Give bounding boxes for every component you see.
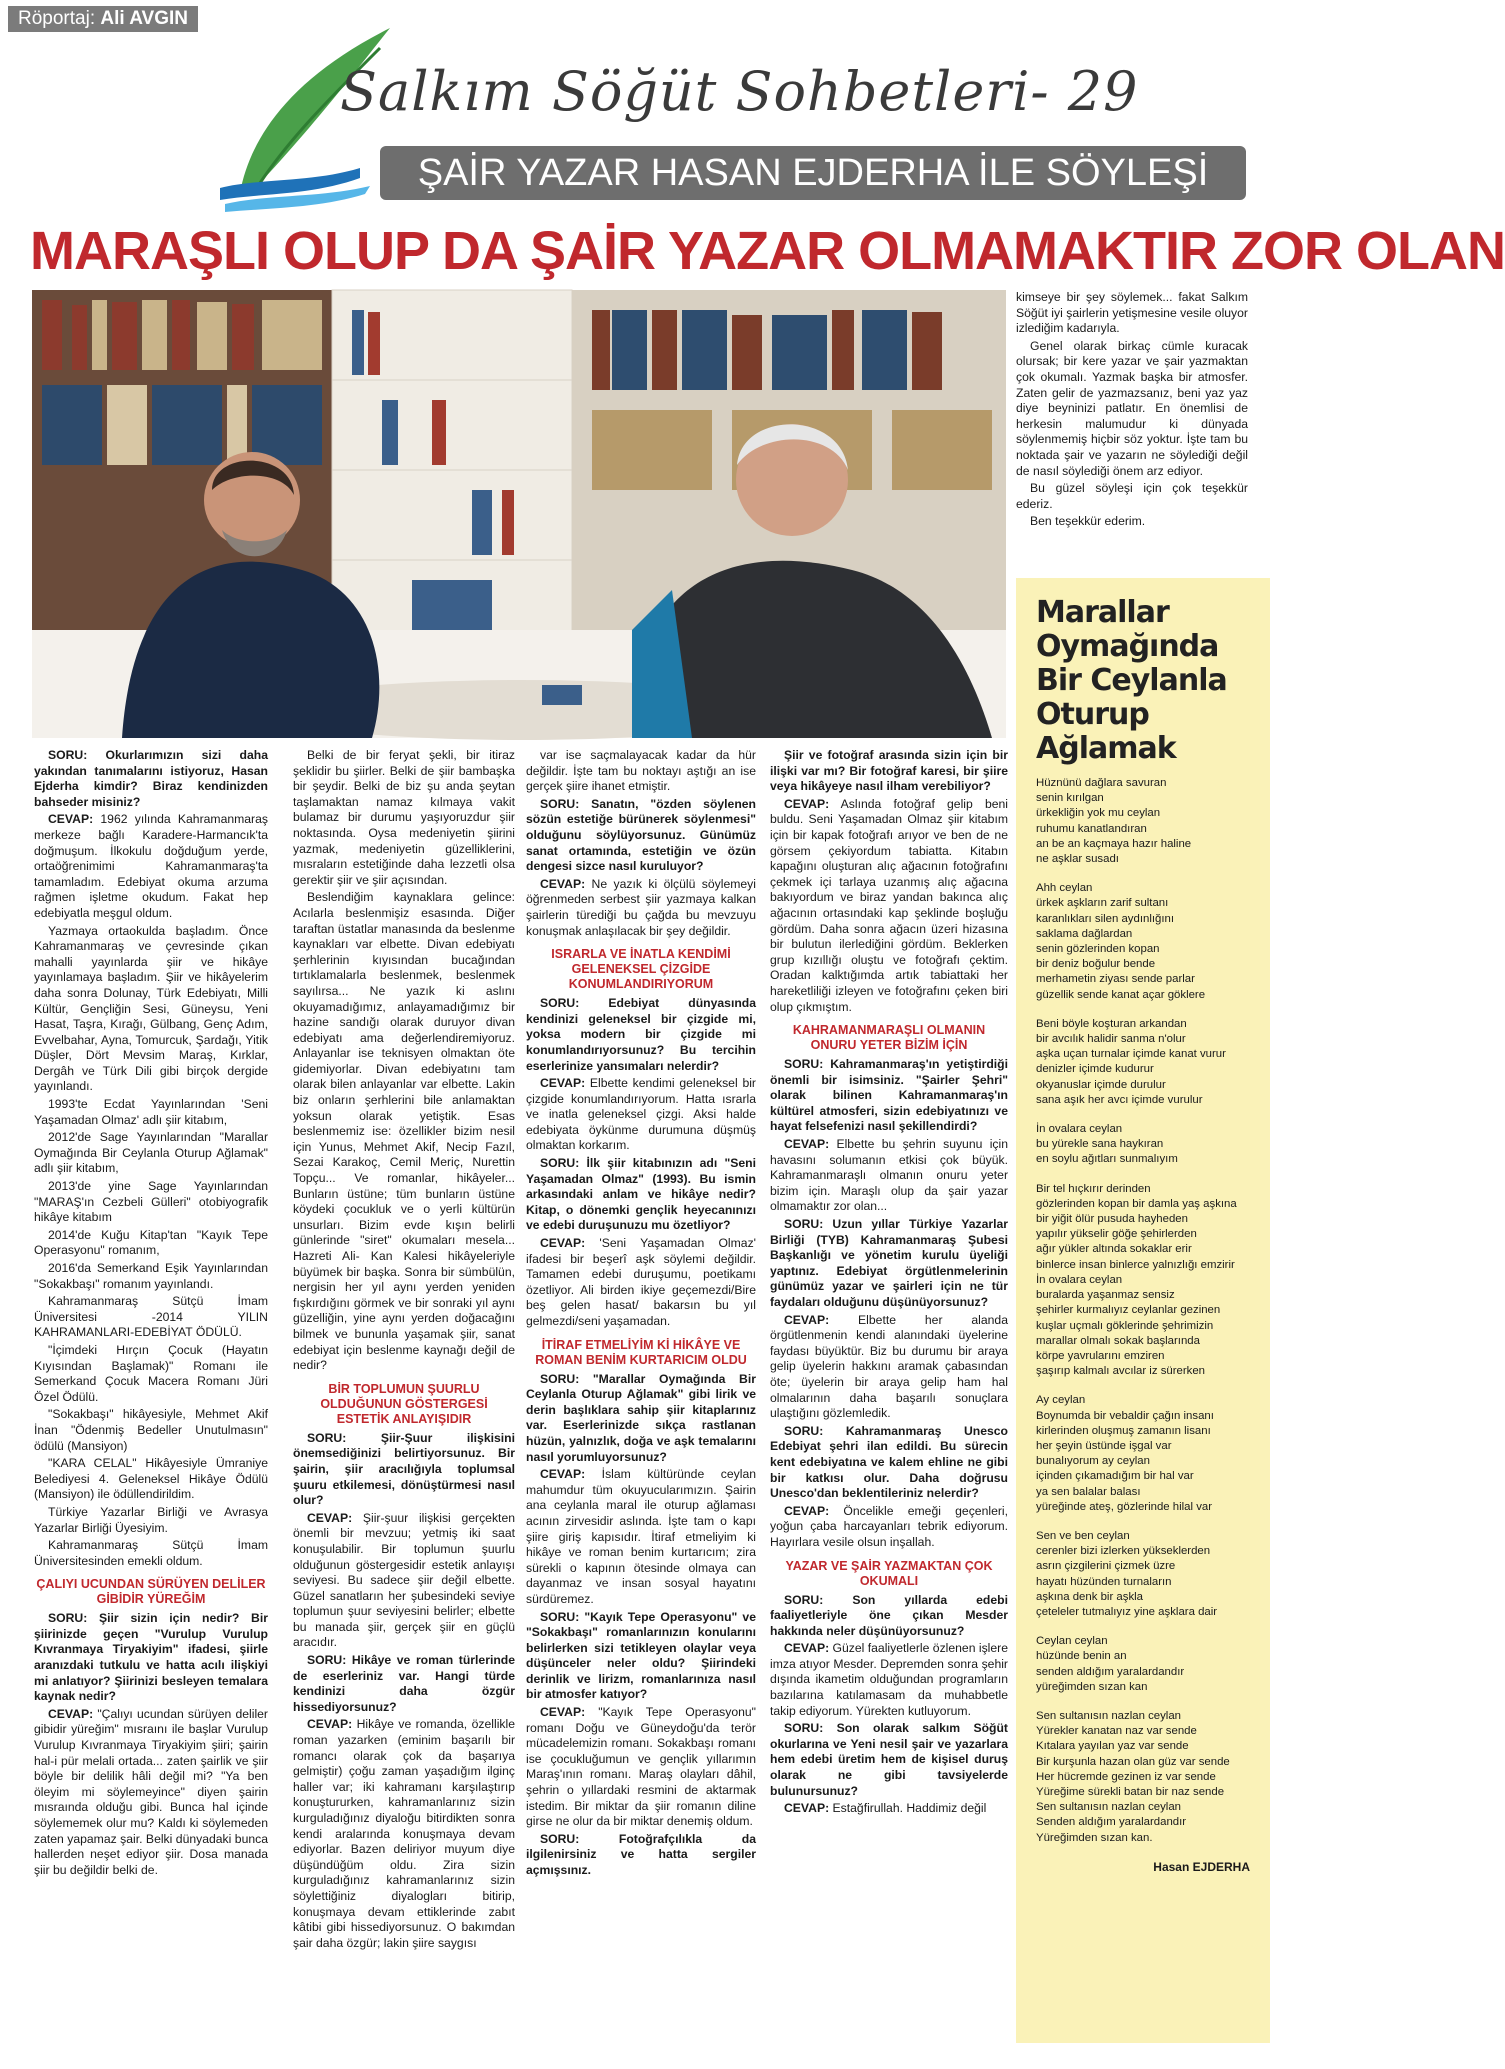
section-heading: BİR TOPLUMUN ŞUURLU OLDUĞUNUN GÖSTERGESİ ESTETİK ANLAYIŞIDIR — [320, 1381, 488, 1426]
paragraph: 1993'te Ecdat Yayınlarından 'Seni Yaşamadan Olmaz' adlı şiir kitabım, — [34, 1097, 268, 1127]
answer-paragraph — [293, 1511, 515, 1651]
poem-line: an be an kaçmaya hazır haline — [1036, 837, 1192, 850]
answer-label: CEVAP: — [48, 812, 94, 827]
answer-paragraph — [770, 1313, 1008, 1422]
answer-label: CEVAP: — [784, 1312, 830, 1327]
answer-label: CEVAP: — [48, 1706, 94, 1721]
poem-stanza — [1036, 1182, 1270, 1380]
poem-stanza — [1036, 1393, 1270, 1515]
paragraph: "İçimdeki Hırçın Çocuk (Hayatın Kıyısından Başlamak)" Romanı ile Semerkand Çocuk Macera Romanı Jüri Özel Ödülü. — [34, 1342, 268, 1404]
headline: MARAŞLI OLUP DA ŞAİR YAZAR OLMAMAKTIR ZOR OLAN — [30, 221, 1505, 281]
poem-line: Bir kurşunla hazan olan güz var sende — [1036, 1755, 1230, 1768]
poem-line: Yürekler kanatan naz var sende — [1036, 1725, 1197, 1738]
question-paragraph: SORU: Şiir sizin için nedir? Bir şiirinizde geçen "Vurulup Vurulup Kıvranmaya Tiryakiyim" ifadesi, şiirle aranızdaki tutkulu ve hatta acılı ilişkiyi mi anlatıyor? Şiirinizi besleyen temalara kaynak nedir? — [34, 1611, 268, 1704]
answer-text: Estağfirullah. Haddimiz değil — [829, 1801, 987, 1816]
paragraph: Türkiye Yazarlar Birliği ve Avrasya Yazarlar Birliği Üyesiyim. — [34, 1504, 268, 1535]
poem-line: Ceylan ceylan — [1036, 1635, 1108, 1648]
poem-line: binlerce insan binlerce yalnızlığı emzirir — [1036, 1258, 1235, 1271]
interview-subtitle: ŞAİR YAZAR HASAN EJDERHA İLE SÖYLEŞİ — [380, 146, 1246, 200]
answer-text: Güzel faaliyetlerle özlenen işlere imza atıyor Mesder. Depremden sonra şehir dışında ikametim olduğundan programların bazılarına katılamasam da muhabbetle takip ediyorum. Yürekten kutluyorum. — [770, 1641, 1008, 1718]
poem-line: cerenler bizi izlerken yükseklerden — [1036, 1545, 1211, 1558]
poem-line: senin gözlerinden kopan — [1036, 943, 1160, 956]
poem-line: merhametin ziyası sende parlar — [1036, 973, 1195, 986]
tag-author: Ali AVGIN — [100, 8, 188, 29]
article-column-1 — [34, 748, 268, 1880]
poem-line: Kıtalara yayılan yaz var sende — [1036, 1740, 1189, 1753]
poem-line: ağır yükler altında sokaklar erir — [1036, 1243, 1192, 1256]
answer-text: Elbette kendimi geleneksel bir çizgide konumlandırıyorum. Hatta ısrarla ve inatla geleneksel çizgi. Aksi halde edebiyata öykünme durumuna düşmüş olmaktan korkarım. — [526, 1076, 756, 1153]
poem-line: her şeyin üstünde işgal var — [1036, 1439, 1172, 1452]
poem-stanza — [1036, 1122, 1270, 1168]
answer-label: CEVAP: — [784, 1801, 830, 1816]
poem-title-line: Ağlamak — [1036, 731, 1176, 766]
poem-author: Hasan EJDERHA — [1153, 1859, 1250, 1874]
poem-line: Bir tel hıçkırır derinden — [1036, 1182, 1151, 1195]
poem-line: içinden çıkamadığım bir hal var — [1036, 1470, 1194, 1483]
series-title: Salkım Söğüt Sohbetleri- 29 — [340, 60, 1139, 123]
poem-line: Yüreğime sürekli batan bir naz sende — [1036, 1785, 1225, 1798]
section-heading: ÇALIYI UCUNDAN SÜRÜYEN DELİLER GİBİDİR YÜREĞİM — [36, 1577, 266, 1607]
question-paragraph: SORU: Son yıllarda edebi faaliyetleriyle öne çıkan Mesder hakkında neler düşünüyorsunuz? — [770, 1592, 1008, 1638]
paragraph: Bu güzel söyleşi için çok teşekkür ederiz. — [1016, 481, 1248, 511]
answer-paragraph — [526, 1236, 756, 1330]
article-column-4 — [770, 748, 1008, 1819]
paragraph: var ise saçmalayacak kadar da hür değildir. İşte tam bu noktayı aştığı an ise gerçek şiire ihanet etmiştir. — [526, 748, 756, 794]
paragraph: Kahramanmaraş Sütçü İmam Üniversitesinden emekli oldum. — [34, 1538, 268, 1568]
poem-line: bunalıyorum ay ceylan — [1036, 1455, 1150, 1468]
poem-line: yüreğimden sızan kan — [1036, 1680, 1148, 1693]
paragraph: Kahramanmaraş Sütçü İmam Üniversitesi -2014 YILIN KAHRAMANLARI-EDEBİYAT ÖDÜLÜ. — [34, 1294, 268, 1340]
question-paragraph: SORU: "Kayık Tepe Operasyonu" ve "Sokakbaşı" romanlarınızın konularını belirlerken sizi tetikleyen olaylar veya düşünceler neler oldu? Şiirindeki derinlik ve lirizm, romanlarınıza nasıl bir atmosfer katıyor? — [526, 1609, 756, 1702]
poem-line: Senden aldığım yaralardandır — [1036, 1816, 1187, 1829]
answer-label: CEVAP: — [307, 1510, 353, 1525]
poem-line: İn ovalara ceylan — [1036, 1123, 1123, 1136]
poem-line: hayatı hüzünden turnaların — [1036, 1575, 1172, 1588]
poem-line: çeteleler tutmalıyız yine aşklara dair — [1036, 1605, 1218, 1618]
section-heading: ISRARLA VE İNATLA KENDİMİ GELENEKSEL ÇİZGİDE KONUMLANDIRIYORUM — [551, 947, 731, 992]
poem-line: en soylu ağıtları sunmalıyım — [1036, 1153, 1178, 1166]
poem-line: güzellik sende kanat açar göklere — [1036, 988, 1206, 1001]
poem-line: senden aldığım yaralardandır — [1036, 1665, 1185, 1678]
question-paragraph: SORU: Fotoğrafçılıkla da ilgilenirsiniz ve hatta sergiler açmışsınız. — [526, 1831, 756, 1877]
answer-text: Öncelikle emeği geçenleri, yoğun çaba harcayanları tebrik ediyorum. Hayırlara vesile olsun inşallah. — [770, 1503, 1008, 1549]
poem-line: denizler içimde kudurur — [1036, 1063, 1154, 1076]
paragraph: Belki de bir feryat şekli, bir itiraz şeklidir bu şiirler. Belki de şiir bambaşka bir şeydir. Belki de biz şu anda şeytan taşlamaktan namaz kılmaya vakit bulamaz bir durumu yaşıyoruzdur şiir noktasında. Oysa medeniyetin şiirini yazmak, medeniyetin güzelliklerini, mısraların estetiğinde daha lezzetli olsa gerektir şiir ve şiir açısından. — [293, 748, 515, 887]
answer-text: 1962 yılında Kahramanmaraş merkeze bağlı Karadere-Harmancık'ta doğmuşum. İlkokulu doğduğum yerde, ortaöğrenimimi Kahramanmaraş'ta tamamladım. Edebiyat okuma arzuma rağmen işletme okudum. Fakat hep edebiyatla meşgul oldum. — [34, 812, 268, 920]
answer-label: CEVAP: — [540, 1705, 586, 1720]
paragraph: Genel olarak birkaç cümle kuracak olursak; bir kere yazar ve şair yazmaktan çok okumalı. Yazmak başka bir atmosfer. Zaten gelir de yazmazsanız, beni yaz yaz diye beyninizi patlatır. En önemlisi de herkesin malumudur ki dünyada söylenmemiş hiçbir söz yoktur. İşte tam bu noktada şair ve yazarın ne söylediği değil de nasıl söylediği önem arz ediyor. — [1016, 338, 1248, 478]
answer-paragraph — [526, 1705, 756, 1830]
paragraph: 2016'da Semerkand Eşik Yayınlarından "Sokakbaşı" romanım yayınlandı. — [34, 1261, 268, 1291]
poem-line: yapılır yükselir göğe şehirlerden — [1036, 1228, 1197, 1241]
poem-stanza — [1036, 1709, 1270, 1846]
section-heading: YAZAR VE ŞAİR YAZMAKTAN ÇOK OKUMALI — [785, 1558, 993, 1588]
question-paragraph: SORU: Uzun yıllar Türkiye Yazarlar Birliği (TYB) Kahramanmaraş Şubesi Başkanlığı ve yönetim kurulu üyeliği yaptınız. Edebiyat örgütlenmelerinin günümüz yazar ve şairleri için ne tür faydaları olduğunu düşünüyorsunuz? — [770, 1217, 1008, 1309]
poem-stanza — [1036, 1017, 1270, 1108]
poem-line: şaşırıp kalmalı avcılar iz sürerken — [1036, 1365, 1206, 1378]
article-column-3 — [526, 748, 756, 1881]
answer-label: CEVAP: — [540, 1076, 586, 1091]
answer-text: "Kayık Tepe Operasyonu" romanı Doğu ve Güneydoğu'da terör mücadelemizin romanı. Sokakbaşı romanı ise çocukluğumun ve gençlik yıllarımın Maraş'ının romanı. Maraş olayları dâhil, şehrin o yıllardaki resmini de aktarmak istedim. Bir miktar da şiir romanın diline girse ne olur da bir miktar denemiş oldum. — [526, 1705, 756, 1829]
poem-line: Sen ve ben ceylan — [1036, 1529, 1130, 1542]
poem-line: hüzünde benin an — [1036, 1650, 1127, 1663]
article-column-2 — [293, 748, 515, 1953]
answer-text: Hikâye ve romanda, özellikle roman yazarken (eminim başarılı bir romancı olarak çok da başarıya gelmiştir) çoğu zaman yaşadığım ilginç haller var; iki kahramanı karşılaştırıp konuştururken, kahramanlarınız sizin kurguladığınız diyaloğu bitirdikten sonra kendi aralarında konuşmaya devam ediyorlar. Bazen deliriyor muyum diye düşündüğüm oldu. Zira sizin kurguladığınız kahramanlarınız sizin söylettiğiniz diyalogları bitirip, konuşmaya devam ettiklerinde zabıt kâtibi gibi hissediyorsunuz. O bakımdan şair daha özgür; lakin şiire saygısı — [293, 1717, 515, 1950]
poem-line: Ahh ceylan — [1036, 882, 1093, 895]
poem-stanza — [1036, 1634, 1270, 1695]
answer-paragraph — [770, 1641, 1008, 1719]
poem-line: bir avcılık halidir sanma n'olur — [1036, 1033, 1186, 1046]
answer-text: İslam kültüründe ceylan mahumdur tüm okuyucularımızın. Şairin ana ceylanla maral ile oturup ağlaması acının zirvesidir aslında. İşte tam o kapı şiire giriş kapısıdır. İtiraf etmeliyim ki hikâye ve roman benim kurtarıcım; zira sürekli o kapının ötesinde olmaya can dayanmaz ve insan sosyal hayatını sürdüremez. — [526, 1467, 756, 1606]
poem-line: senin kırılgan — [1036, 792, 1104, 805]
paragraph: 2014'de Kuğu Kitap'tan "Kayık Tepe Operasyonu" romanım, — [34, 1227, 268, 1258]
question-paragraph: SORU: Sanatın, "özden söylenen sözün estetiğe bürünerek söylenmesi" olduğunu söylüyorsunuz. Günümüz sanat ortamında, estetiğin ve özün dengesi sizce nasıl kuruluyor? — [526, 796, 756, 874]
answer-paragraph — [526, 877, 756, 939]
answer-text: Elbette bu şehrin suyunu için havasını solumanın etkisi çok büyük. Kahramanmaraşlı olmanın onuru yeter bizim için. Maraşlı olup da şair yazar olmamaktır zor olan... — [770, 1137, 1008, 1214]
poem-line: Ay ceylan — [1036, 1394, 1086, 1407]
section-heading: İTİRAF ETMELİYİM Kİ HİKÂYE VE ROMAN BENİM KURTARICIM OLDU — [535, 1337, 747, 1367]
answer-text: Ne yazık ki ölçülü söylemeyi öğrenmeden serbest şiir yazmaya kalkan şairlerin türediği bu çağda bu mevzuyu konuşmak anlaşılacak bir şey değildir. — [526, 876, 756, 938]
answer-text: Elbette her alanda örgütlenmenin kendi alanındaki üyelerine faydası büyüktür. Biz bu durumu bir araya gelip üyelerin hakkını aramak çabasından öte; üyelerin bir araya gelip ham hal olmalarının daha başarılı sonuçlara ulaştığını gözlemledik. — [770, 1312, 1008, 1421]
paragraph: Yazmaya ortaokulda başladım. Önce Kahramanmaraş ve çevresinde çıkan mahalli yayınlarda şiir ve hikâye yayınlamaya başladım. Şiir ve hikâyelerim daha sonra Dolunay, Türk Edebiyatı, Milli Kültür, Gençliğin Sesi, Güneysu, Yeni Hasat, Taşra, Kırağı, Gülbang, Genç Adım, Evvelbahar, Ayna, Tomurcuk, Şardağı, Yitik Düşler, Dört Mevsim Maraş, Kırklar, Dergâh ve Türk Dili gibi birçok dergide yayınlandı. — [34, 923, 268, 1094]
answer-paragraph — [293, 1717, 515, 1951]
answer-paragraph — [526, 1467, 756, 1607]
answer-label: CEVAP: — [540, 1236, 586, 1251]
poem-line: ya sen balalar balası — [1036, 1485, 1141, 1498]
answer-label: CEVAP: — [784, 796, 830, 811]
answer-label: CEVAP: — [540, 1467, 586, 1482]
poem-line: marallar olmalı sokak başlarında — [1036, 1334, 1200, 1347]
poem-box — [1016, 578, 1270, 2043]
poem-line: asrın çizgilerini çizmek üzre — [1036, 1560, 1176, 1573]
answer-paragraph — [770, 1801, 1008, 1817]
paragraph: "KARA CELAL" Hikâyesiyle Ümraniye Belediyesi 4. Geleneksel Hikâye Ödülü (Mansiyon) ile ödüllendirildim. — [34, 1456, 268, 1502]
poem-line: gözlerinden kopan bir damla yaş aşkına — [1036, 1197, 1237, 1210]
question-paragraph: Şiir ve fotoğraf arasında sizin için bir ilişki var mı? Bir fotoğraf karesi, bir şiire veya hikâyeye nasıl ilham verebiliyor? — [770, 748, 1008, 794]
poem-line: şehirler kurmalıyız ceylanlar gezinen — [1036, 1304, 1221, 1317]
poem-title-line: Bir Ceylanla — [1036, 663, 1227, 698]
poem-line: ürkekliğin yok mu ceylan — [1036, 807, 1161, 820]
answer-text: 'Seni Yaşamadan Olmaz' ifadesi bir beşerî aşk söylemi değildir. Tamamen edebi duruşumu, poetikamı özetliyor. Ali birden ikiye geçemezdi/Bire beş gelen hasat/ bakarsın bu yıl gelmezdi/seni yaşamadan. — [526, 1236, 756, 1328]
poem-line: bu yürekle sana haykıran — [1036, 1138, 1164, 1151]
paragraph: 2013'de yine Sage Yayınlarından "MARAŞ'ın Cezbeli Gülleri" otobiyografik hikâye kitabım — [34, 1179, 268, 1225]
poem-stanza — [1036, 1529, 1270, 1620]
poem-line: Her hücremde gezinen iz var sende — [1036, 1770, 1216, 1783]
answer-paragraph — [770, 1504, 1008, 1551]
question-paragraph: SORU: İlk şiir kitabınızın adı "Seni Yaşamadan Olmaz" (1993). Bu ismin arkasındaki anlam ve hikâye nedir? Kitap, o dönemki gençlik heyecanınızı ve edebi duruşunuzu mu özetliyor? — [526, 1156, 756, 1233]
poem-title-line: Marallar — [1036, 595, 1169, 630]
question-paragraph: SORU: "Marallar Oymağında Bir Ceylanla Oturup Ağlamak" gibi lirik ve derin başlıklara sahip şiir kitaplarınız var. Eserlerinizde sıkça rastlanan hüzün, yalnızlık, doğa ve aşk temalarını nasıl yorumluyorsunuz? — [526, 1371, 756, 1464]
answer-label: CEVAP: — [540, 876, 586, 891]
poem-line: Sen sultanısın nazlan ceylan — [1036, 1709, 1182, 1722]
poem-body — [1016, 776, 1270, 1846]
question-paragraph: SORU: Son olarak salkım Söğüt okurlarına ve Yeni nesil şair ve yazarlara hem edebi üretim hem de kişisel duruş olarak ne gibi tavsiyelerde bulunursunuz? — [770, 1721, 1008, 1798]
poem-line: sana aşık her avcı içimde vurulur — [1036, 1093, 1203, 1106]
poem-line: Beni böyle koşturan arkandan — [1036, 1017, 1187, 1030]
poem-line: buralarda yaşanmaz sensiz — [1036, 1289, 1175, 1302]
interview-tag — [8, 6, 198, 32]
poem-line: Yüreğimden sızan kan. — [1036, 1831, 1153, 1844]
answer-label: CEVAP: — [784, 1641, 830, 1656]
poem-line: karanlıkları silen aydınlığını — [1036, 912, 1175, 925]
poem-line: okyanuslar içimde durulur — [1036, 1078, 1166, 1091]
answer-paragraph — [34, 1707, 268, 1879]
question-paragraph: SORU: Kahramanmaraş Unesco Edebiyat şehri ilan edildi. Bu sürecin kent edebiyatına ve kalem ehline ne gibi bir katkısı olur. Daha doğrusu Unesco'dan beklentileriniz nelerdir? — [770, 1423, 1008, 1501]
question-paragraph: SORU: Hikâye ve roman türlerinde de eserleriniz var. Hangi türde kendinizi daha özgür hissediyorsunuz? — [293, 1653, 515, 1714]
answer-text: Aslında fotoğraf gelip beni buldu. Seni Yaşamadan Olmaz şiir kitabım için bir kapak fotoğrafı arıyor ve ben de ne görsem çekiyordum tabiatta. Kitabın kapağını oluşturan alıç ağacının fotoğrafını çekmek içi tarlaya uzanmış alıç ağacına bakıyordum ve biraz yandan bakınca alıç ağacının ortasındaki kap şeklinde boşluğu gördüm. Daha sonra ağacın üzeri hizasına bir bulutun ilerlediğini gördüm. Beklerken grup kızıllığı oluştu ve fotoğrafı çektim. Oradan kalktığımda artık tabiattaki her hareketliliği izleyen ve fotoğrafını çeken biri olup çıkmıştım. — [770, 796, 1008, 1014]
poem-line: ruhumu kanatlandıran — [1036, 822, 1147, 835]
paragraph: Beslendiğim kaynaklara gelince: Acılarla beslenmişiz esasında. Diğer taraftan üstatlar manasında da beslenme kaynakları var elbette. Divan edebiyatı şerhlerinin kıyısından bucağından tırtıklamalarla beslenmek, beslenmek sayılırsa... Ne yazık ki aslını okuyamadığımız, anlayamadığımız bir hazine sandığı olarak duruyor divan edebiyatı ama değerlendiremiyoruz. Anlayanlar ise teknisyen olmaktan öte gidemiyorlar. Divan edebiyatını tam olarak bilen anlayanlar var elbette. Lakin biz onların şerhlerini bile anlamaktan yoksun olarak yetiştik. Esas beslenmemiz ise: özellikler bizim nesil için Yunus, Mehmet Akif, Necip Fazıl, Sezai Karakoç, Cemil Meriç, Nurettin Topçu... Ve romanlar, hikâyeler... Bunların üstüne; tüm bunların üstüne köydeki çocukluk ve o yerli kültürün unsurları. Bizim evde kışın belirli günlerinde "siret" okumaları mesela... Hazreti Ali- Kan Kalesi hikâyeleriyle büyümek bir başka. Sonra bir sümbülün, nergisin her yıl aynı yerden yeniden fışkırdığını görmek ve bir sonraki yıl aynı güzelliğin, yine aynı yerden doğacağını bilmek ve bununla yaşamak şiir, sanat edebiyat için beslenme kaynağı değil de nedir? — [293, 890, 515, 1373]
answer-label: CEVAP: — [307, 1717, 353, 1732]
answer-paragraph — [770, 1137, 1008, 1215]
poem-stanza — [1036, 776, 1270, 867]
poem-line: ne aşklar susadı — [1036, 853, 1119, 866]
poem-line: aşkına denk bir aşkla — [1036, 1590, 1144, 1603]
poem-line: bir yiğit ölür pusuda hayheden — [1036, 1213, 1188, 1226]
poem-line: saklama dağlardan — [1036, 927, 1133, 940]
question-paragraph: SORU: Kahramanmaraş'ın yetiştirdiği önemli bir isimsiniz. "Şairler Şehri" olarak bilinen Kahramanmaraş'ın kültürel atmosferi, sizin edebiyatınızı ve hayat felsefenizi nasıl şekillendirdi? — [770, 1057, 1008, 1134]
poem-line: kuşlar uçmalı göklerinde şehrimizin — [1036, 1319, 1214, 1332]
poem-title-line: Oymağında — [1036, 629, 1219, 664]
tag-label: Röportaj: — [18, 8, 101, 29]
question-paragraph: SORU: Şiir-Şuur ilişkisini önemsediğinizi belirtiyorsunuz. Bir şairin, şiir aracılığıyla toplumsal şuuru etkilemesi, dönüştürmesi nasıl olur? — [293, 1430, 515, 1508]
answer-text: Şiir-şuur ilişkisi gerçekten önemli bir mevzuu; yetmiş iki saat konuşulabilir. Bir toplumun şuurlu olduğunun göstergesidir estetik anlayışı seviyesi. Bu sadece şiir değil elbette. Güzel sanatların her şubesindeki seviye toplumun şuur seviyesini belirler; elbette bu manada şiir, gerçek şiir en güçlü aracıdır. — [293, 1510, 515, 1650]
paragraph: 2012'de Sage Yayınlarından "Marallar Oymağında Bir Ceylanla Oturup Ağlamak" adlı şiir kitabım, — [34, 1130, 268, 1176]
poem-line: Sen sultanısın nazlan ceylan — [1036, 1801, 1182, 1814]
paragraph: kimseye bir şey söylemek... fakat Salkım Söğüt iyi şairlerin yetişmesine vesile oluyor izlediğim kadarıyla. — [1016, 290, 1248, 336]
paragraph: Ben teşekkür ederim. — [1030, 514, 1146, 529]
question-paragraph: SORU: Edebiyat dünyasında kendinizi geleneksel bir çizgide mi, yoksa modern bir çizgide mi konumlandırıyorsunuz? Bu tercihin eserlerinize yansımaları nelerdir? — [526, 996, 756, 1073]
answer-label: CEVAP: — [784, 1503, 830, 1518]
poem-title — [1036, 596, 1270, 766]
poem-line: ürkek aşkların zarif sultanı — [1036, 897, 1169, 910]
answer-paragraph — [526, 1076, 756, 1154]
answer-label: CEVAP: — [784, 1137, 830, 1152]
answer-paragraph — [770, 797, 1008, 1015]
poem-line: kirlerinden oluşmuş zamanın lisanı — [1036, 1424, 1211, 1437]
paragraph: "Sokakbaşı" hikâyesiyle, Mehmet Akif İnan "Ödenmiş Bedeller Unutulmasın" ödülü (Mansiyon) — [34, 1407, 268, 1453]
answer-text: "Çalıyı ucundan sürüyen deliler gibidir yüreğim" mısraını ile başlar Vurulup Vurulup Kıvranmaya Tiryakiyim şiiri; şairin hal-i pür melali ortada... zaten şairlik ve şiir böyle bir delilik hâli değil mi? "Ya ben öleyim mi söylemeyince" diyen şairin mısraında olduğu gibi. Bunca hal içinde söylememek olur mu? Kaldı ki söylemeden zaten yapamaz şair. Belki dünyadaki bunca hallerden neşet ediyor şiir. Dosa manada şiir bu değildir belki de. — [34, 1706, 268, 1877]
poem-line: Hüznünü dağlara savuran — [1036, 777, 1167, 789]
section-heading: KAHRAMANMARAŞLI OLMANIN ONURU YETER BİZİM İÇİN — [792, 1023, 986, 1053]
answer-paragraph — [34, 812, 268, 921]
interview-photo — [32, 290, 1006, 738]
poem-stanza — [1036, 881, 1270, 1003]
poem-line: bir deniz boğulur bende — [1036, 958, 1156, 971]
poem-line: yüreğinde ateş, gözlerinde hilal var — [1036, 1500, 1213, 1513]
question-paragraph: SORU: Okurlarımızın sizi daha yakından tanımalarını istiyoruz, Hasan Ejderha kimdir? Biraz kendinizden bahseder misiniz? — [34, 748, 268, 809]
poem-line: Boynumda bir vebaldir çağın insanı — [1036, 1409, 1214, 1422]
poem-line: aşka uçan turnalar içimde kanat vurur — [1036, 1048, 1226, 1061]
poem-title-line: Oturup — [1036, 697, 1149, 732]
poem-line: körpe yavrularını emziren — [1036, 1349, 1165, 1362]
right-top-text — [1016, 290, 1248, 532]
poem-line: İn ovalara ceylan — [1036, 1273, 1123, 1286]
